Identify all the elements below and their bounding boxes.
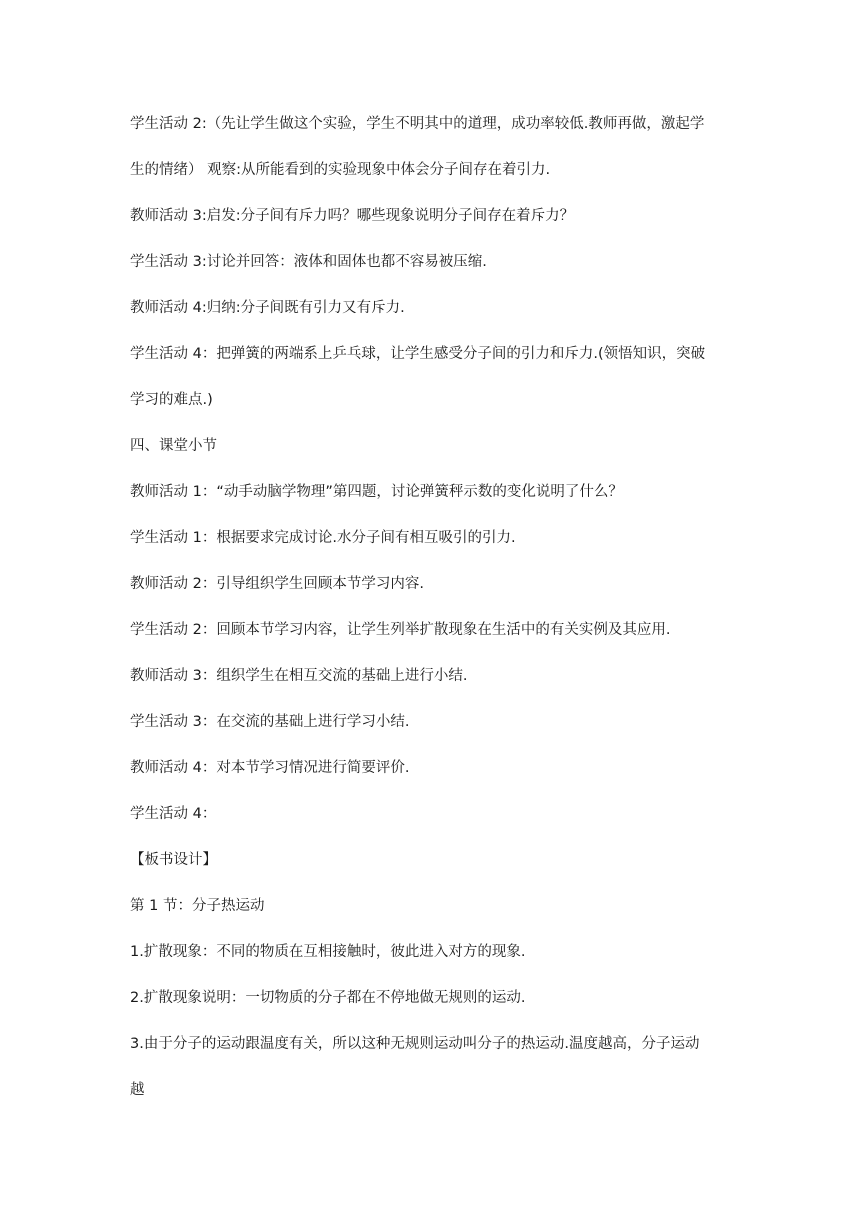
text-line: 2.扩散现象说明：一切物质的分子都在不停地做无规则的运动. [130, 990, 526, 1006]
document-body [130, 113, 740, 1102]
paragraph-point-1 [130, 941, 740, 964]
paragraph-point-3 [130, 1033, 740, 1102]
paragraph-teacher-activity-3 [130, 205, 740, 228]
text-line: 教师活动 4:归纳:分子间既有引力又有斥力. [130, 300, 405, 316]
paragraph-point-2 [130, 987, 740, 1010]
paragraph-summary-student-3 [130, 711, 740, 734]
paragraph-summary-teacher-4 [130, 757, 740, 780]
paragraph-summary-teacher-1 [130, 481, 740, 504]
section-heading: 四、课堂小节 [130, 438, 217, 454]
paragraph-student-activity-2 [130, 113, 740, 182]
paragraph-lesson-title [130, 895, 740, 918]
text-line: 生的情绪） 观察:从所能看到的实验现象中体会分子间存在着引力. [130, 162, 551, 178]
text-line: 学习的难点.) [130, 392, 213, 408]
text-line: 学生活动 4： [130, 806, 217, 822]
paragraph-summary-student-4 [130, 803, 740, 826]
text-line: 教师活动 3：组织学生在相互交流的基础上进行小结. [130, 668, 468, 684]
paragraph-summary-teacher-2 [130, 573, 740, 596]
paragraph-summary-student-1 [130, 527, 740, 550]
text-line: 学生活动 3:讨论并回答：液体和固体也都不容易被压缩. [130, 254, 487, 270]
section-heading: 【板书设计】 [130, 852, 217, 868]
paragraph-summary-student-2 [130, 619, 740, 642]
text-line: 学生活动 4：把弹簧的两端系上乒乓球，让学生感受分子间的引力和斥力.(领悟知识，突破 [130, 346, 706, 362]
text-line: 3.由于分子的运动跟温度有关，所以这种无规则运动叫分子的热运动.温度越高，分子运动 [130, 1036, 700, 1052]
section-heading-class-summary [130, 435, 740, 458]
text-line: 学生活动 2：回顾本节学习内容，让学生列举扩散现象在生活中的有关实例及其应用. [130, 622, 671, 638]
text-line: 第 1 节：分子热运动 [130, 898, 265, 914]
text-line: 1.扩散现象：不同的物质在互相接触时，彼此进入对方的现象. [130, 944, 526, 960]
paragraph-student-activity-4 [130, 343, 740, 412]
paragraph-summary-teacher-3 [130, 665, 740, 688]
text-line: 学生活动 1：根据要求完成讨论.水分子间有相互吸引的引力. [130, 530, 516, 546]
text-line: 教师活动 1：“动手动脑学物理”第四题，讨论弹簧秤示数的变化说明了什么？ [130, 484, 623, 500]
paragraph-teacher-activity-4 [130, 297, 740, 320]
text-line: 教师活动 4：对本节学习情况进行简要评价. [130, 760, 410, 776]
text-line: 教师活动 3:启发:分子间有斥力吗？哪些现象说明分子间存在着斥力？ [130, 208, 575, 224]
section-heading-board-design [130, 849, 740, 872]
text-line: 越 [130, 1082, 145, 1098]
text-line: 教师活动 2：引导组织学生回顾本节学习内容. [130, 576, 424, 592]
text-line: 学生活动 2:（先让学生做这个实验，学生不明其中的道理，成功率较低.教师再做，激起学 [130, 116, 705, 132]
paragraph-student-activity-3 [130, 251, 740, 274]
text-line: 学生活动 3：在交流的基础上进行学习小结. [130, 714, 410, 730]
